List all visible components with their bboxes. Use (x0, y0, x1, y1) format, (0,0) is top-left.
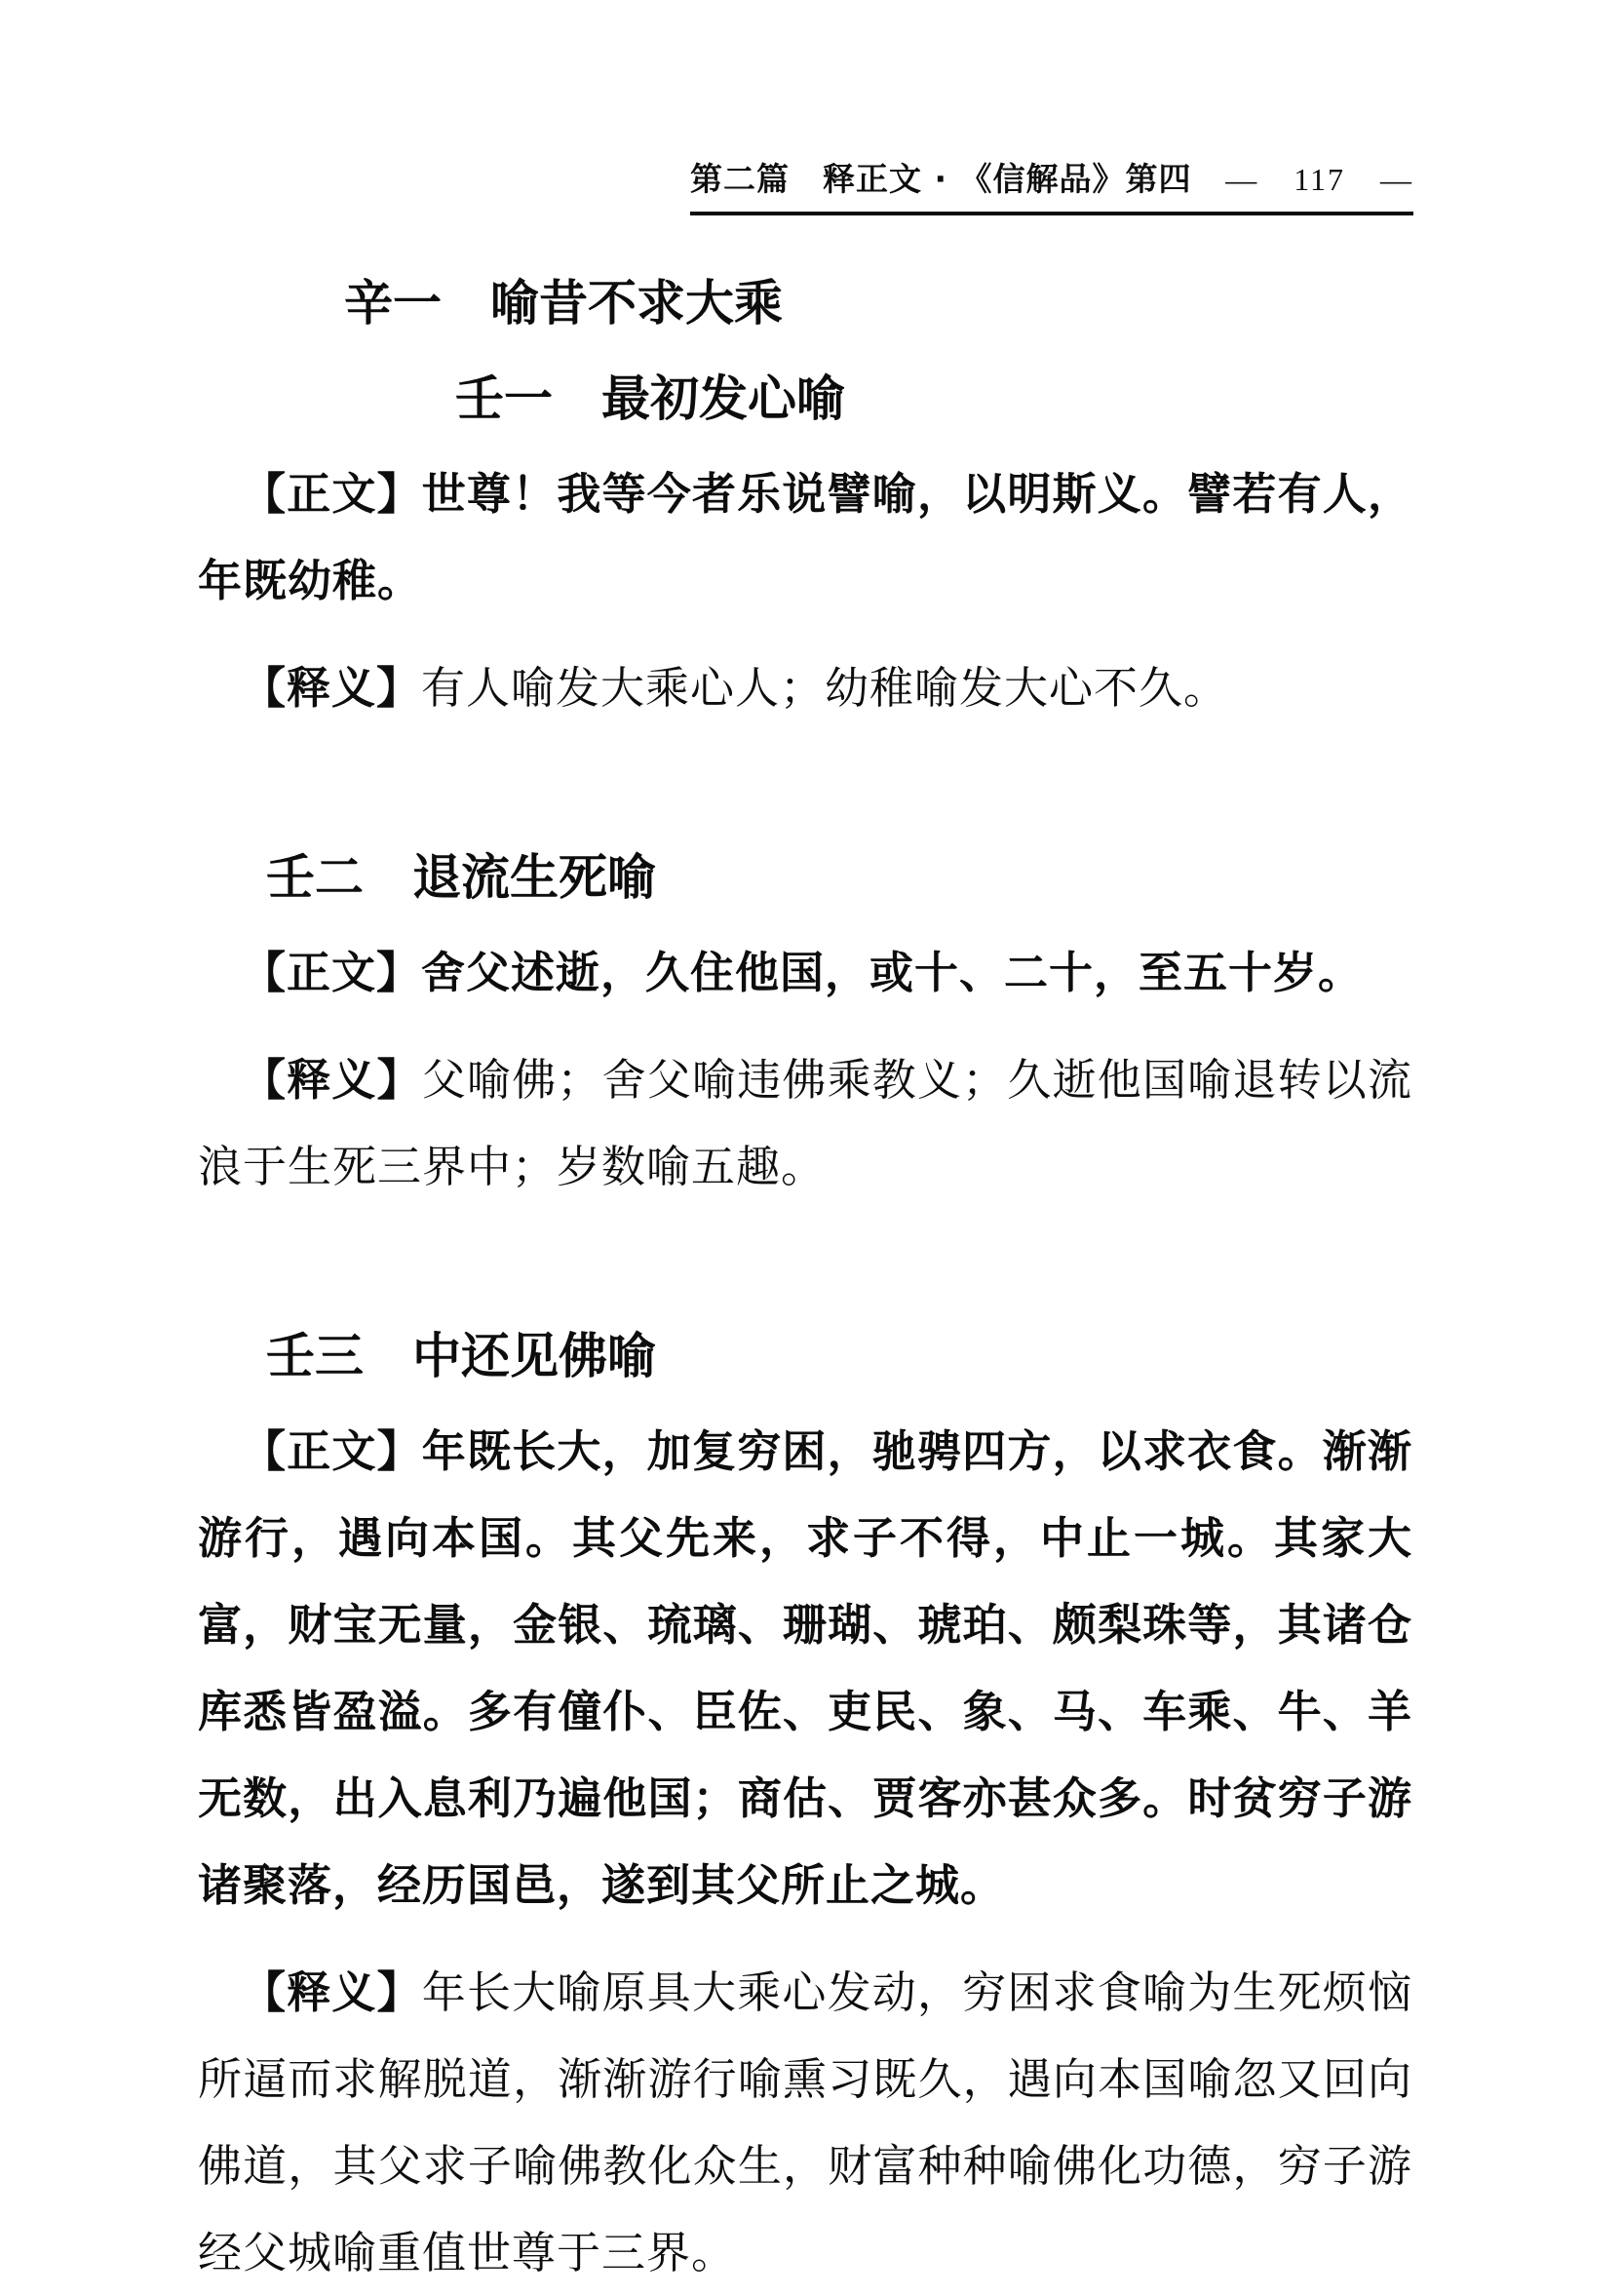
shiyi-text: 年长大喻原具大乘心发动，穷困求食喻为生死烦恼所逼而求解脱道，渐渐游行喻熏习既久，遇向本国喻忽又回向佛道，其父求子喻佛教化众生，财富种种喻佛化功德，穷子游经父城喻重值世尊于三界。 (198, 1968, 1412, 2277)
shiyi-paragraph (198, 645, 1412, 732)
zhengwen-paragraph (198, 1408, 1412, 1928)
shiyi-paragraph (198, 1037, 1412, 1211)
zhengwen-label: 【正文】 (242, 1425, 422, 1477)
shiyi-paragraph (198, 1950, 1412, 2296)
zhengwen-label: 【正文】 (242, 468, 422, 520)
zhengwen-text: 世尊！我等今者乐说譬喻，以明斯义。譬若有人，年既幼稚。 (198, 468, 1412, 606)
zhengwen-label: 【正文】 (242, 947, 422, 998)
heading-xin-1: 辛一 喻昔不求大乘 (344, 275, 783, 331)
zhengwen-paragraph (198, 929, 1412, 1016)
running-head-title: 第二篇 释正文 · 《信解品》第四 (690, 160, 1192, 198)
zhengwen-text: 年既长大，加复穷困，驰骋四方，以求衣食。渐渐游行，遇向本国。其父先来，求子不得，中止一城。其家大富，财宝无量，金银、琉璃、珊瑚、琥珀、颇梨珠等，其诸仓库悉皆盈溢。多有僮仆、臣佐、吏民、象、马、车乘、牛、羊无数，出入息利乃遍他国；商估、贾客亦甚众多。时贫穷子游诸聚落，经历国邑，遂到其父所止之城。 (198, 1425, 1412, 1911)
shiyi-text: 有人喻发大乘心人；幼稚喻发大心不久。 (421, 664, 1229, 713)
shiyi-text: 父喻佛；舍父喻违佛乘教义；久逝他国喻退转以流浪于生死三界中；岁数喻五趣。 (198, 1056, 1412, 1191)
shiyi-label: 【释义】 (242, 664, 422, 713)
heading-ren-3: 壬三 中还见佛喻 (266, 1328, 656, 1384)
shiyi-label: 【释义】 (242, 1056, 422, 1105)
page-number: — 117 — (1225, 162, 1413, 197)
zhengwen-text: 舍父述逝，久住他国，或十、二十，至五十岁。 (421, 947, 1364, 998)
zhengwen-paragraph (198, 450, 1412, 624)
running-head (690, 154, 1413, 215)
heading-ren-1: 壬一 最初发心喻 (455, 370, 845, 427)
heading-ren-2: 壬二 退流生死喻 (266, 849, 656, 906)
text-column (198, 255, 1412, 2296)
shiyi-label: 【释义】 (242, 1968, 422, 2017)
